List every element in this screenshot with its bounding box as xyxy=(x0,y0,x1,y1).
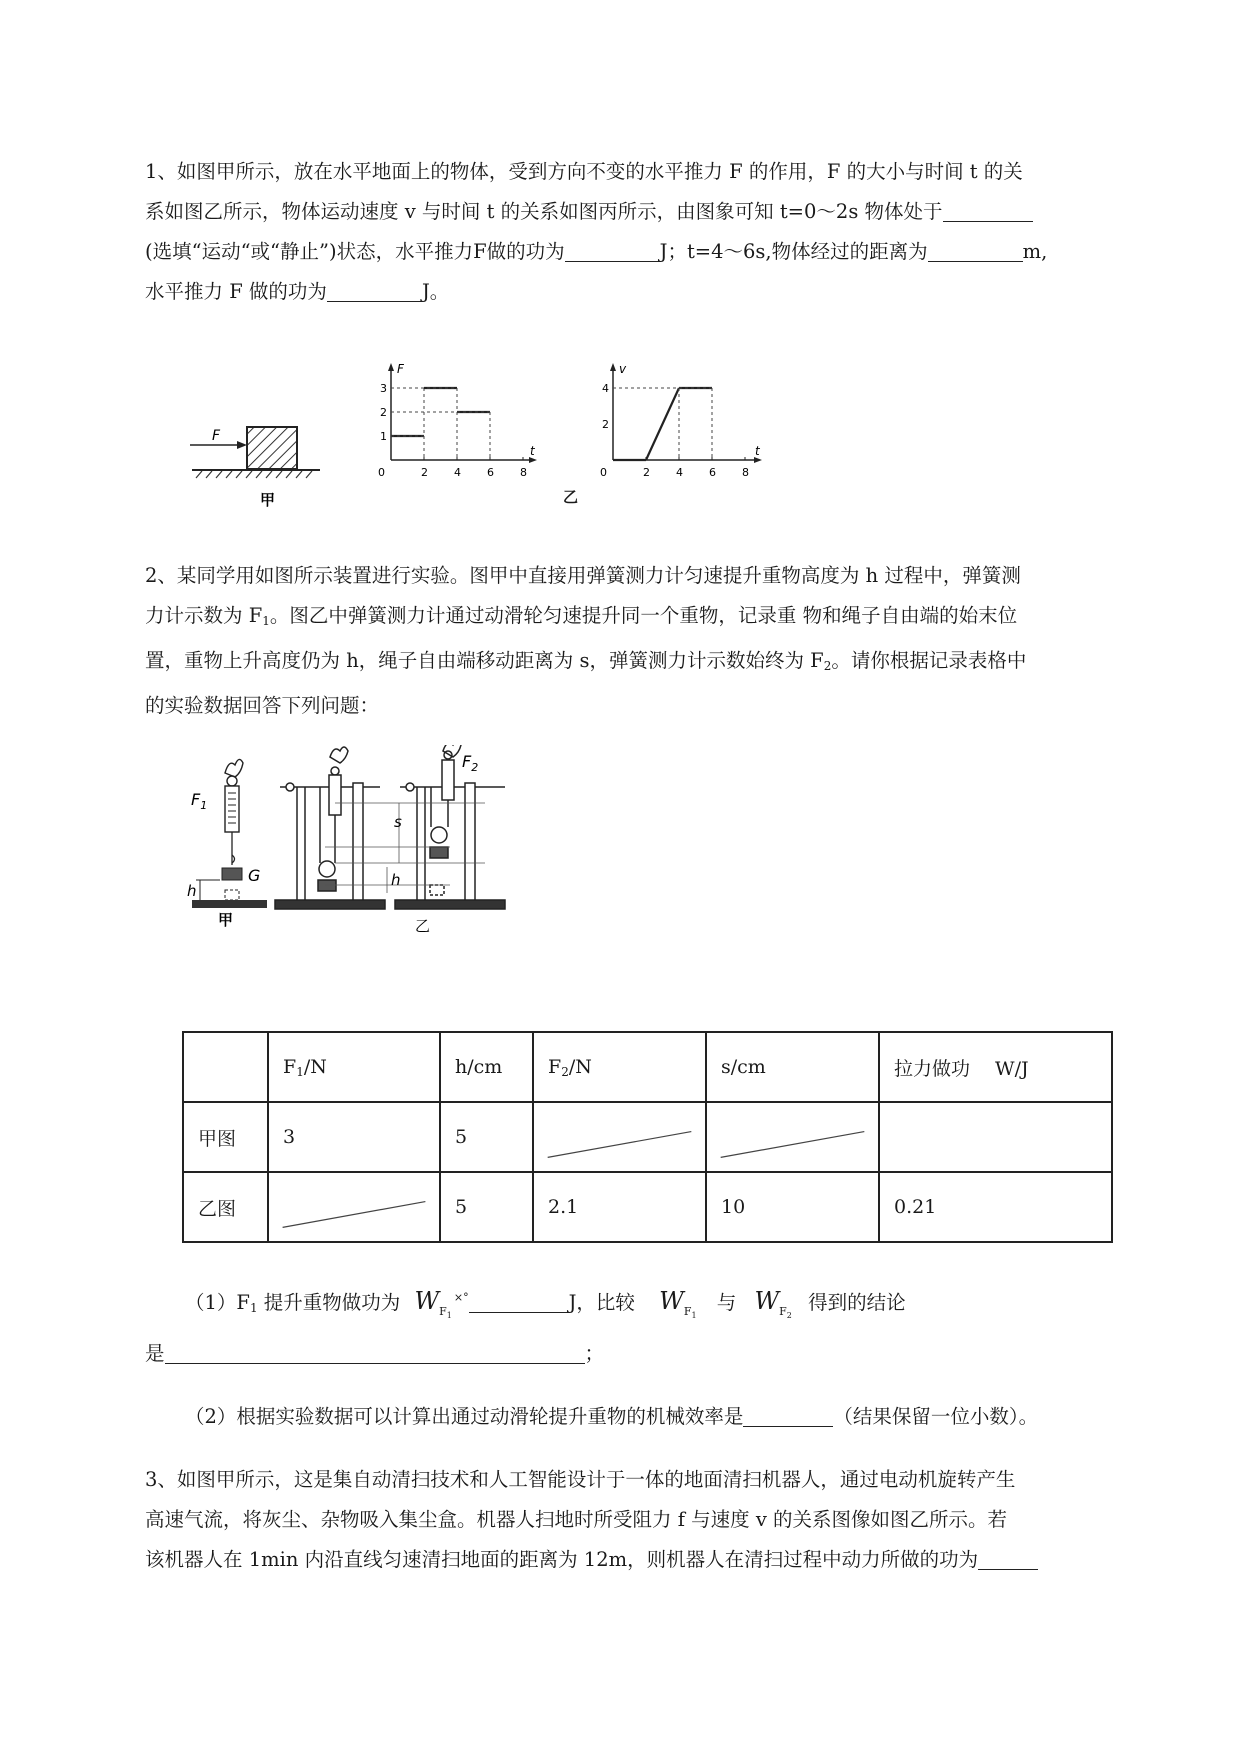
answer-blank-distance[interactable] xyxy=(928,237,1023,262)
answer-blank-efficiency[interactable] xyxy=(743,1402,833,1427)
q3-line-3: 该机器人在 1min 内沿直线匀速清扫地面的距离为 12m，则机器人在清扫过程中动力所做的功为 xyxy=(145,1540,1175,1580)
table-row xyxy=(183,1172,1112,1242)
weight-g xyxy=(222,868,242,880)
cell-s: 10 xyxy=(706,1172,879,1242)
cell-f1-struck xyxy=(268,1172,440,1242)
x-tick-label: 2 xyxy=(421,466,428,479)
q2-line-2: 力计示数为 $F_1$。图乙中弹簧测力计通过动滑轮匀速提升同一个重物，记录重 物和绳子自由端的始末位 xyxy=(145,604,1018,628)
q3-line-2: 高速气流，将灰尘、杂物吸入集尘盒。机器人扫地时所受阻力 f 与速度 v 的关系图像如图乙所示。若 xyxy=(145,1508,1008,1531)
series-segment xyxy=(646,388,679,460)
label-f2: $F_2$ xyxy=(462,752,479,774)
y-tick-label: 2 xyxy=(380,406,387,419)
x-tick-label: 8 xyxy=(520,466,527,479)
y-axis-label: F xyxy=(397,362,404,376)
x-axis-label: t xyxy=(755,444,760,458)
label-h: h xyxy=(187,882,197,900)
symbol-w-f2: $W_{F_2}$ xyxy=(754,1287,792,1320)
q1-line-4: 水平推力 F 做的功为 J。 xyxy=(145,272,1175,312)
q1-line-2: 系如图乙所示，物体运动速度 v 与时间 t 的关系如图丙所示，由图象可知 t=0～2s 物体处于 xyxy=(145,192,1175,232)
header-cell-work: 拉力做功 W/J xyxy=(879,1032,1112,1102)
q2-line-1: 2、某同学用如图所示装置进行实验。图甲中直接用弹簧测力计匀速提升重物高度为 h 过程中，弹簧测 xyxy=(145,564,1021,587)
x-tick-label: 8 xyxy=(742,466,749,479)
answer-blank-work-4-6[interactable] xyxy=(327,277,422,302)
q2-line-3: 置，重物上升高度仍为 h，绳子自由端移动距离为 s，弹簧测力计示数始终为 $F_2$。请你根据记录表格中 xyxy=(145,649,1027,673)
table-row xyxy=(183,1102,1112,1172)
origin-label: 0 xyxy=(600,466,607,479)
base-jia xyxy=(192,900,267,908)
header-cell-empty xyxy=(183,1032,268,1102)
origin-label: 0 xyxy=(378,466,385,479)
data-table xyxy=(182,1031,1113,1243)
cell-f1: 3 xyxy=(268,1102,440,1172)
q2-subquestion-2: （2）根据实验数据可以计算出通过动滑轮提升重物的机械效率是 （结果保留一位小数）。 xyxy=(185,1397,1185,1437)
cell-f2-struck xyxy=(533,1102,706,1172)
figure-yi-f-t-graph xyxy=(370,360,545,485)
figure-jia-block xyxy=(180,410,340,510)
q2-subquestion-1: $(1)F_1$ 提升重物做功为 $W_{F_1}^{\times^\circ}$ J，比较 $W_{F_1}$ 与 $W_{F_2}$ 得到的结论 xyxy=(185,1287,906,1320)
header-cell-f1: $F_1/N$ xyxy=(268,1032,440,1102)
y-tick-label: 1 xyxy=(380,430,387,443)
figure-bing-v-t-graph xyxy=(595,360,770,485)
apparatus-yi-end xyxy=(395,745,505,909)
caption-jia: 甲 xyxy=(260,491,276,509)
label-jia: 甲 xyxy=(218,911,234,929)
figure-pulley-apparatus xyxy=(185,745,575,1035)
cell-h: 5 xyxy=(440,1102,533,1172)
q1-line-3: (选填“运动“或“静止”)状态，水平推力F做的功为 J；t=4～6s,物体经过的距离为 m, xyxy=(145,232,1175,272)
cell-w[interactable] xyxy=(879,1102,1112,1172)
cell-h: 5 xyxy=(440,1172,533,1242)
question-1 xyxy=(145,152,1175,312)
header-cell-f2: $F_2/N$ xyxy=(533,1032,706,1102)
y-tick-label: 2 xyxy=(602,418,609,431)
label-g: G xyxy=(248,866,261,885)
strike-line xyxy=(269,1173,439,1241)
row-label: 乙图 xyxy=(183,1172,268,1242)
answer-blank-work[interactable] xyxy=(978,1545,1038,1570)
cell-s-struck xyxy=(706,1102,879,1172)
header-cell-h: h/cm xyxy=(440,1032,533,1102)
header-cell-s: s/cm xyxy=(706,1032,879,1102)
strike-line xyxy=(707,1103,878,1171)
question-3 xyxy=(145,1460,1175,1580)
label-yi: 乙 xyxy=(415,917,431,935)
caption-yi: 乙 xyxy=(563,488,579,506)
x-tick-label: 6 xyxy=(709,466,716,479)
x-axis-label: t xyxy=(530,444,535,458)
block xyxy=(247,427,297,469)
y-tick-label: 3 xyxy=(380,382,387,395)
x-tick-label: 6 xyxy=(487,466,494,479)
y-axis-label: v xyxy=(619,362,627,376)
x-tick-label: 4 xyxy=(454,466,461,479)
question-2 xyxy=(145,556,1175,726)
q2-line-4: 的实验数据回答下列问题： xyxy=(145,694,380,717)
label-s: s xyxy=(394,813,402,831)
symbol-w-f1-compare: $W_{F_1}$ xyxy=(659,1287,697,1320)
symbol-w-f1: $W_{F_1}$ xyxy=(414,1287,452,1320)
answer-blank-conclusion[interactable] xyxy=(165,1339,585,1364)
apparatus-jia xyxy=(187,759,267,929)
q1-line-1: 1、如图甲所示，放在水平地面上的物体，受到方向不变的水平推力 F 的作用，F 的大小与时间 t 的关 xyxy=(145,160,1023,183)
row-label: 甲图 xyxy=(183,1102,268,1172)
strike-line xyxy=(534,1103,705,1171)
label-f1: $F_1$ xyxy=(191,790,208,812)
cell-w: 0.21 xyxy=(879,1172,1112,1242)
answer-blank-wf1[interactable] xyxy=(469,1288,569,1313)
answer-blank-work-0-2[interactable] xyxy=(565,237,660,262)
label-h-yi: h xyxy=(391,871,401,889)
cell-f2: 2.1 xyxy=(533,1172,706,1242)
q2-subquestion-1-conclusion: 是 ； xyxy=(145,1334,1175,1374)
q3-line-1: 3、如图甲所示，这是集自动清扫技术和人工智能设计于一体的地面清扫机器人，通过电动机旋转产生 xyxy=(145,1468,1016,1491)
x-tick-label: 4 xyxy=(676,466,683,479)
force-label: F xyxy=(212,428,221,444)
y-tick-label: 4 xyxy=(602,382,609,395)
answer-blank-state[interactable] xyxy=(943,197,1033,222)
table-header-row xyxy=(183,1032,1112,1102)
x-tick-label: 2 xyxy=(643,466,650,479)
